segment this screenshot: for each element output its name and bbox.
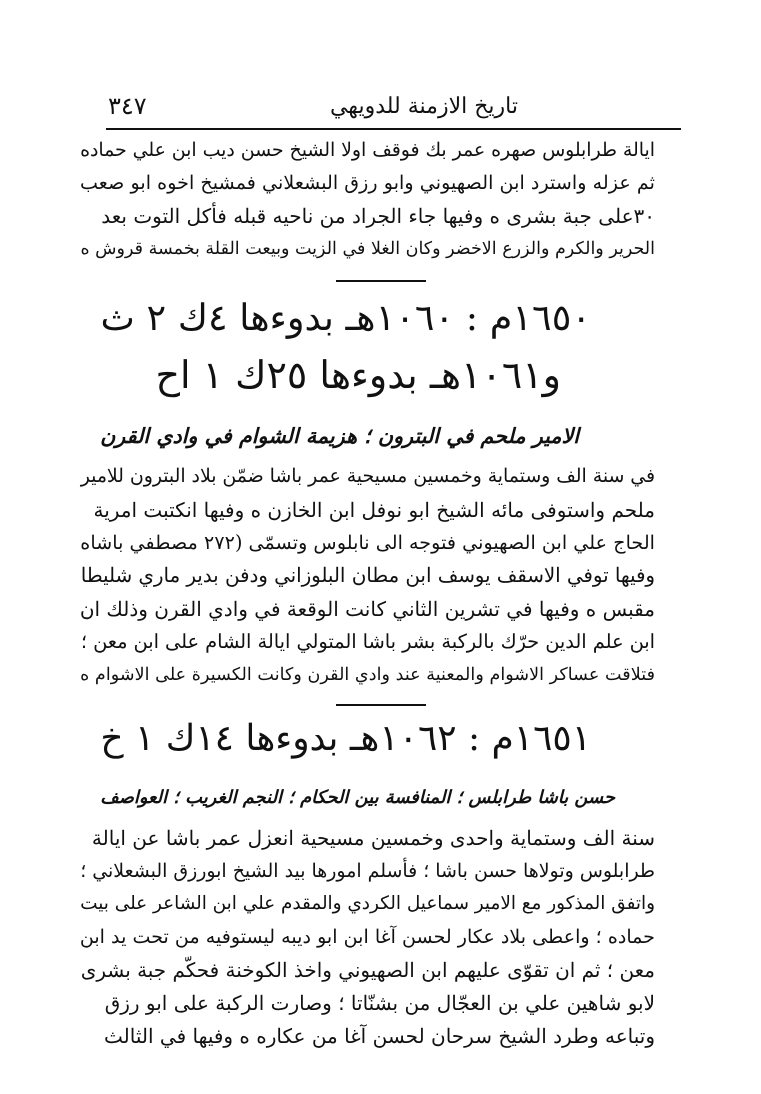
year-heading: ١٦٥١م : ١٠٦٢هـ بدوءها ١٤ك ١ خ — [100, 718, 591, 759]
text-line: معن ؛ ثم ان تقوّى عليهم ابن الصهيوني واخذ الكوخنة فحكّم جبة بشرى — [80, 958, 655, 982]
text-line: الحرير والكرم والزرع الاخضر وكان الغلا في الزيت وبيعت القلة بخمسة قروش ه — [80, 239, 655, 259]
text-line: واتفق المذكور مع الامير سماعيل الكردي والمقدم علي ابن الشاعر على بيت — [80, 893, 655, 914]
section-subtitle: حسن باشا طرابلس ؛ المنافسة بين الحكام ؛ النجم الغريب ؛ العواصف — [100, 787, 615, 808]
text-line: لابو شاهين علي بن العجّال من بشنّاتا ؛ وصارت الركبة على ابو رزق — [104, 991, 655, 1015]
text-line: ايالة طرابلوس صهره عمر بك فوقف اولا الشيخ حسن ديب ابن علي حماده — [80, 140, 655, 161]
year-heading-continued: و١٠٦١هـ بدوءها ٢٥ك ١ اح — [155, 353, 561, 397]
text-line: في سنة الف وستماية وخمسين مسيحية عمر باشا ضمّن بلاد البترون للامير — [80, 466, 655, 487]
section-subtitle: الامير ملحم في البترون ؛ هزيمة الشوام في وادي القرن — [100, 424, 579, 448]
header-rule — [106, 128, 681, 130]
text-line: طرابلوس وتولاها حسن باشا ؛ فأسلم امورها بيد الشيخ ابورزق البشعلاني ؛ — [80, 860, 655, 882]
book-title: تاريخ الازمنة للدويهي — [329, 94, 518, 119]
text-line: ثم عزله واسترد ابن الصهيوني وابو رزق البشعلاني فمشيخ اخوه ابو صعب — [79, 171, 655, 194]
text-line: حماده ؛ واعطى بلاد عكار لحسن آغا ابن ابو ديبه ليستوفيه من تحت يد ابن — [79, 925, 655, 948]
text-line: الحاج علي ابن الصهيوني فتوجه الى نابلوس وتسمّى (٢٧٢ مصطفي باشاه — [80, 531, 655, 554]
section-divider — [336, 280, 426, 282]
text-line: مقبس ه وفيها في تشرين الثاني كانت الوقعة في وادي القرن وذلك ان — [79, 597, 655, 621]
text-line: ابن علم الدين حرّك بالركبة بشر باشا المتولي ايالة الشام على ابن معن ؛ — [80, 630, 655, 653]
text-line: وفيها توفي الاسقف يوسف ابن مطان البلوزاني ودفن بدير ماري شليطا — [80, 564, 655, 587]
text-line: ملحم واستوفى مائه الشيخ ابو نوفل ابن الخازن ه وفيها انكتبت امرية — [93, 498, 655, 522]
text-line: فتلاقت عساكر الاشوام والمعنية عند وادي القرن وكانت الكسيرة على الاشوام ه — [80, 665, 655, 685]
text-line: ٣٠على جبة بشرى ه وفيها جاء الجراد من ناحيه قبله فأكل التوت بعد — [101, 204, 655, 228]
running-header — [108, 92, 678, 126]
text-line: سنة الف وستماية واحدى وخمسين مسيحية انعزل عمر باشا عن ايالة — [91, 826, 655, 850]
text-line: وتباعه وطرد الشيخ سرحان لحسن آغا من عكاره ه وفيها في الثالث — [104, 1024, 655, 1048]
page-number: ٣٤٧ — [108, 92, 147, 120]
section-divider — [336, 704, 426, 706]
year-heading: ١٦٥٠م : ١٠٦٠هـ بدوءها ٤ك ٢ ث — [100, 296, 591, 339]
